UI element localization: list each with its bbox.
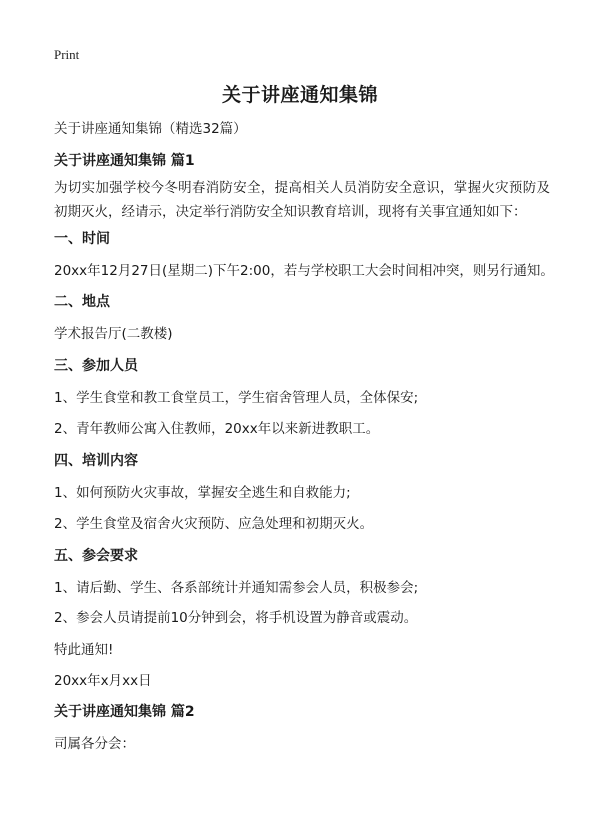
section-time-heading: 一、时间 [54,231,110,247]
section-content-heading: 四、培训内容 [54,453,138,469]
section-people-item-2: 2、青年教师公寓入住教师，20xx年以来新进教职工。 [54,421,380,437]
section-place-heading: 二、地点 [54,294,110,310]
section-people-heading: 三、参加人员 [54,358,138,374]
section-content-item-1: 1、如何预防火灾事故，掌握安全逃生和自救能力; [54,485,351,501]
intro-paragraph: 为切实加强学校今冬明春消防安全，提高相关人员消防安全意识，掌握火灾预防及初期灭火，经请示，决定举行消防安全知识教育培训，现将有关事宜通知如下： [54,180,550,220]
document-title: 关于讲座通知集锦 [221,84,378,106]
section-place-text: 学术报告厅(二教楼) [54,326,173,342]
article2-heading: 关于讲座通知集锦 篇2 [54,704,195,720]
section-requirements-heading: 五、参会要求 [54,548,138,564]
article2-salutation: 司属各分会： [54,736,135,752]
section-content-item-2: 2、学生食堂及宿舍火灾预防、应急处理和初期灭火。 [54,516,374,532]
document-subtitle: 关于讲座通知集锦（精选32篇） [54,121,247,137]
section-requirements-item-1: 1、请后勤、学生、各系部统计并通知需参会人员，积极参会; [54,580,419,596]
section-people-item-1: 1、学生食堂和教工食堂员工，学生宿舍管理人员，全体保安; [54,390,419,406]
document-date: 20xx年x月xx日 [54,673,152,689]
section-time-text: 20xx年12月27日(星期二)下午2:00，若与学校职工大会时间相冲突，则另行通知。 [54,263,554,279]
section-requirements-item-2: 2、参会人员请提前10分钟到会，将手机设置为静音或震动。 [54,610,418,626]
article1-heading: 关于讲座通知集锦 篇1 [54,153,195,169]
print-link[interactable]: Print [54,47,80,62]
closing-text: 特此通知! [54,642,114,658]
